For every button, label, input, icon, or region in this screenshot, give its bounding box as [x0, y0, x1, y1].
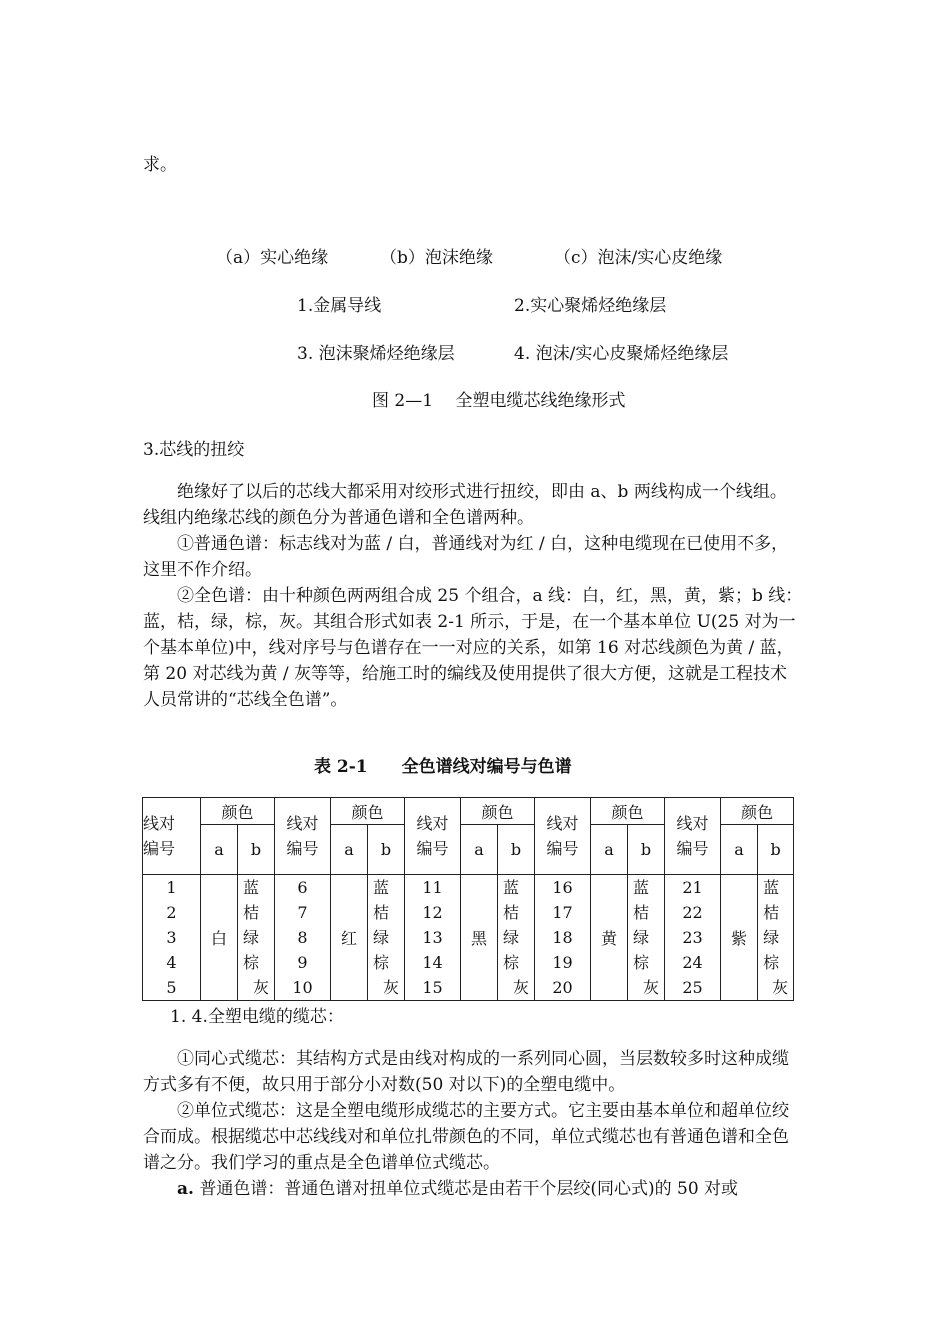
header-pair-cell: 线对 编号 [535, 798, 591, 875]
header-color-cell: 颜色 [461, 798, 535, 825]
b-colors-cell: 蓝 桔 绿 棕 灰 [758, 875, 794, 1001]
header-b-cell: b [368, 825, 405, 875]
section4-paragraph-1: ①同心式缆芯：其结构方式是由线对构成的一系列同心圆，当层数较多时这种成缆方式多有不便，故只用于部分小对数(50 对以下)的全塑电缆中。 [143, 1049, 789, 1095]
pair-numbers-cell: 21 22 23 24 25 [665, 875, 721, 1001]
header-b-cell: b [758, 825, 794, 875]
section3-paragraph-3: ②全色谱：由十种颜色两两组合成 25 个组合，a 线：白，红，黑，黄，紫；b 线：蓝，桔，绿，棕，灰。其组合形式如表 2-1 所示，于是，在一个基本单位 U(25 对为一个基本单位)中，线对序号与色谱存在一一对应的关系，如第 16 对芯线颜色为黄 / 蓝，第 20 对芯线为黄 / 灰等等，给施工时的编线及使用提供了很大方便，这就是工程技术人员常讲的“芯线全色谱”。 [143, 586, 803, 710]
section4-paragraph-2: ②单位式缆芯：这是全塑电缆形成缆芯的主要方式。它主要由基本单位和超单位绞合而成。根据缆芯中芯线线对和单位扎带颜色的不同，单位式缆芯也有普通色谱和全色谱之分。我们学习的重点是全色谱单位式缆芯。 [143, 1101, 789, 1173]
color-code-table [142, 797, 794, 1001]
b-colors-cell: 蓝 桔 绿 棕 灰 [628, 875, 665, 1001]
header-pair-cell: 线对 编号 [665, 798, 721, 875]
a-color-cell: 紫 [721, 875, 758, 1001]
header-b-cell: b [498, 825, 535, 875]
header-pair-cell: 线对 编号 [405, 798, 461, 875]
b-colors-cell: 蓝 桔 绿 棕 灰 [238, 875, 275, 1001]
section4-item-text: 普通色谱：普通色谱对扭单位式缆芯是由若干个层绞(同心式)的 50 对或 [199, 1179, 739, 1199]
pair-numbers-cell: 6 7 8 9 10 [275, 875, 331, 1001]
header-pair-cell: 线对 编号 [143, 798, 201, 875]
header-a-cell: a [201, 825, 238, 875]
a-color-cell: 黑 [461, 875, 498, 1001]
figure-legend-2: 2.实心聚烯烃绝缘层 [514, 296, 667, 316]
section3-paragraph-2: ①普通色谱：标志线对为蓝 / 白，普通线对为红 / 白，这种电缆现在已使用不多，这里不作介绍。 [143, 534, 789, 580]
header-b-cell: b [238, 825, 275, 875]
pair-numbers-cell: 16 17 18 19 20 [535, 875, 591, 1001]
table-title: 表 2-1 全色谱线对编号与色谱 [314, 757, 572, 777]
pair-numbers-cell: 1 2 3 4 5 [143, 875, 201, 1001]
a-color-cell: 红 [331, 875, 368, 1001]
figure-caption: 图 2—1 全塑电缆芯线绝缘形式 [372, 391, 626, 411]
header-color-cell: 颜色 [591, 798, 665, 825]
section4-item-label: a. [177, 1179, 194, 1199]
section4-body [143, 1046, 803, 1202]
section4-paragraph-3 [143, 1176, 803, 1202]
header-color-cell: 颜色 [721, 798, 794, 825]
b-colors-cell: 蓝 桔 绿 棕 灰 [498, 875, 535, 1001]
figure-legend-3: 3. 泡沫聚烯烃绝缘层 [297, 344, 455, 364]
top-fragment: 求。 [143, 155, 177, 175]
figure-legend-1: 1.金属导线 [297, 296, 382, 316]
figure-label-a: （a）实心绝缘 [216, 248, 329, 268]
header-a-cell: a [591, 825, 628, 875]
pair-numbers-cell: 11 12 13 14 15 [405, 875, 461, 1001]
section4-heading: 1. 4.全塑电缆的缆芯： [170, 1007, 344, 1027]
header-a-cell: a [721, 825, 758, 875]
figure-label-b: （b）泡沫绝缘 [380, 248, 493, 268]
header-color-cell: 颜色 [201, 798, 275, 825]
figure-legend-4: 4. 泡沫/实心皮聚烯烃绝缘层 [514, 344, 729, 364]
header-pair-cell: 线对 编号 [275, 798, 331, 875]
table-body-row [143, 875, 794, 1001]
section3-paragraph-1: 绝缘好了以后的芯线大都采用对绞形式进行扭绞，即由 a、b 两线构成一个线组。线组内绝缘芯线的颜色分为普通色谱和全色谱两种。 [143, 482, 787, 528]
header-a-cell: a [461, 825, 498, 875]
table-header-row-1 [143, 798, 794, 825]
figure-label-c: （c）泡沫/实心皮绝缘 [554, 248, 723, 268]
header-b-cell: b [628, 825, 665, 875]
section3-body [143, 479, 803, 713]
a-color-cell: 黄 [591, 875, 628, 1001]
b-colors-cell: 蓝 桔 绿 棕 灰 [368, 875, 405, 1001]
section3-heading: 3.芯线的扭绞 [143, 440, 245, 460]
header-a-cell: a [331, 825, 368, 875]
a-color-cell: 白 [201, 875, 238, 1001]
header-color-cell: 颜色 [331, 798, 405, 825]
